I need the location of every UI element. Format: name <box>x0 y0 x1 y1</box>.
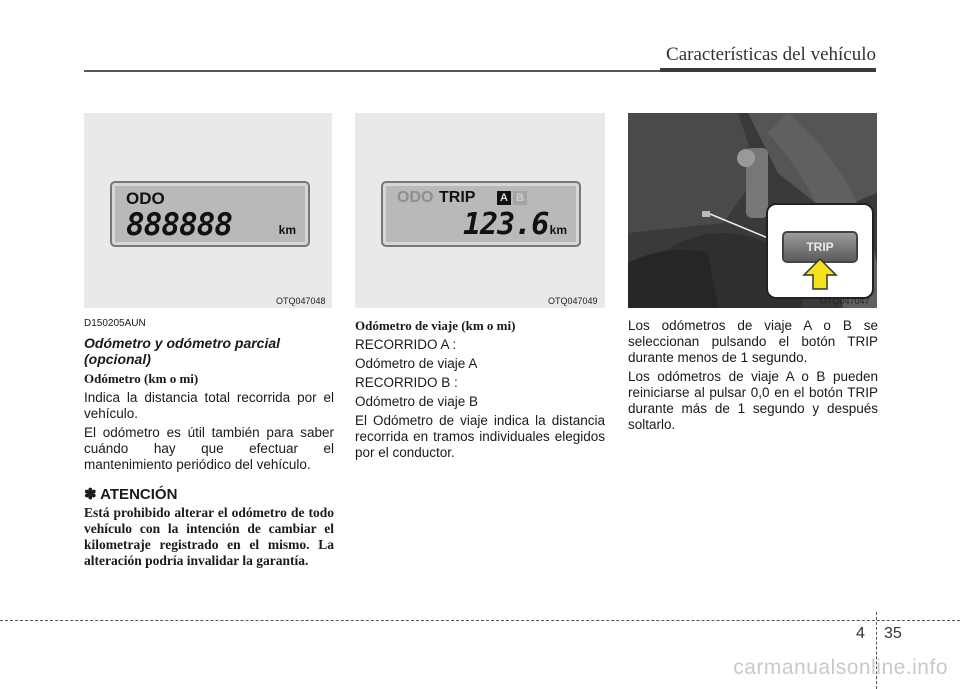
lcd-unit: km <box>549 223 567 237</box>
page-number: 35 <box>884 625 902 642</box>
trip-button-callout <box>766 203 874 299</box>
odometer-para-2: El odómetro es útil también para saber cuándo hay que efectuar el mantenimiento periódico del vehículo. <box>84 425 334 472</box>
chapter-number: 4 <box>856 625 865 642</box>
figure-code-2: OTQ047049 <box>548 296 598 306</box>
figure-code-1: OTQ047048 <box>276 296 326 306</box>
watermark: carmanualsonline.info <box>733 656 948 679</box>
attention-text: Está prohibido alterar el odómetro de todo vehículo con la intención de cambiar el kilometraje registrado en el mismo. La alteración podría invalidar la garantía. <box>84 505 334 568</box>
trip-b-desc: Odómetro de viaje B <box>355 394 479 409</box>
section-code: D150205AUN <box>84 318 146 329</box>
trip-b-label: RECORRIDO B : <box>355 375 458 390</box>
odometer-heading: Odómetro (km o mi) <box>84 371 199 386</box>
tripmeter-figure <box>355 113 605 308</box>
odometer-figure <box>84 113 332 308</box>
figure-code-3: OTQ047047 <box>820 296 870 306</box>
trip-select-para: Los odómetros de viaje A o B se seleccionan pulsando el botón TRIP durante menos de 1 segundo. <box>628 318 878 365</box>
trip-button: TRIP <box>782 231 858 263</box>
lcd-odo-faded-label: ODO <box>397 189 434 206</box>
lcd-odo-label: ODO <box>126 189 165 208</box>
tripmeter-para: El Odómetro de viaje indica la distancia recorrida en tramos individuales elegidos por el conductor. <box>355 413 605 460</box>
odometer-lcd <box>110 181 310 247</box>
lcd-unit: km <box>278 223 296 237</box>
odometer-para-1: Indica la distancia total recorrida por el vehículo. <box>84 390 334 421</box>
lcd-trip-a-badge: A <box>497 191 511 205</box>
column-odometer <box>84 318 334 569</box>
lcd-digits: 888888 <box>126 207 232 243</box>
trip-a-label: RECORRIDO A : <box>355 337 457 352</box>
lcd-trip-label: TRIP <box>439 189 476 206</box>
tripmeter-lcd <box>381 181 581 247</box>
column-trip-button <box>628 318 878 436</box>
page-header-title: Características del vehículo <box>666 44 876 65</box>
section-subtitle: Odómetro y odómetro parcial (opcional) <box>84 335 281 367</box>
trip-a-desc: Odómetro de viaje A <box>355 356 478 371</box>
trip-reset-para: Los odómetros de viaje A o B pueden reiniciarse al pulsar 0,0 en el botón TRIP durante más de 1 segundo y después soltarlo. <box>628 369 878 432</box>
footer-rule <box>0 620 960 621</box>
tripmeter-heading: Odómetro de viaje (km o mi) <box>355 318 516 333</box>
column-tripmeter <box>355 318 605 464</box>
press-arrow-icon <box>802 257 838 291</box>
attention-title: ✽ ATENCIÓN <box>84 486 178 503</box>
lcd-trip-b-badge: B <box>513 191 527 205</box>
header-rule-accent <box>660 68 876 72</box>
lcd-trip-digits: 123.6 <box>463 207 549 242</box>
trip-button-photo <box>628 113 877 308</box>
